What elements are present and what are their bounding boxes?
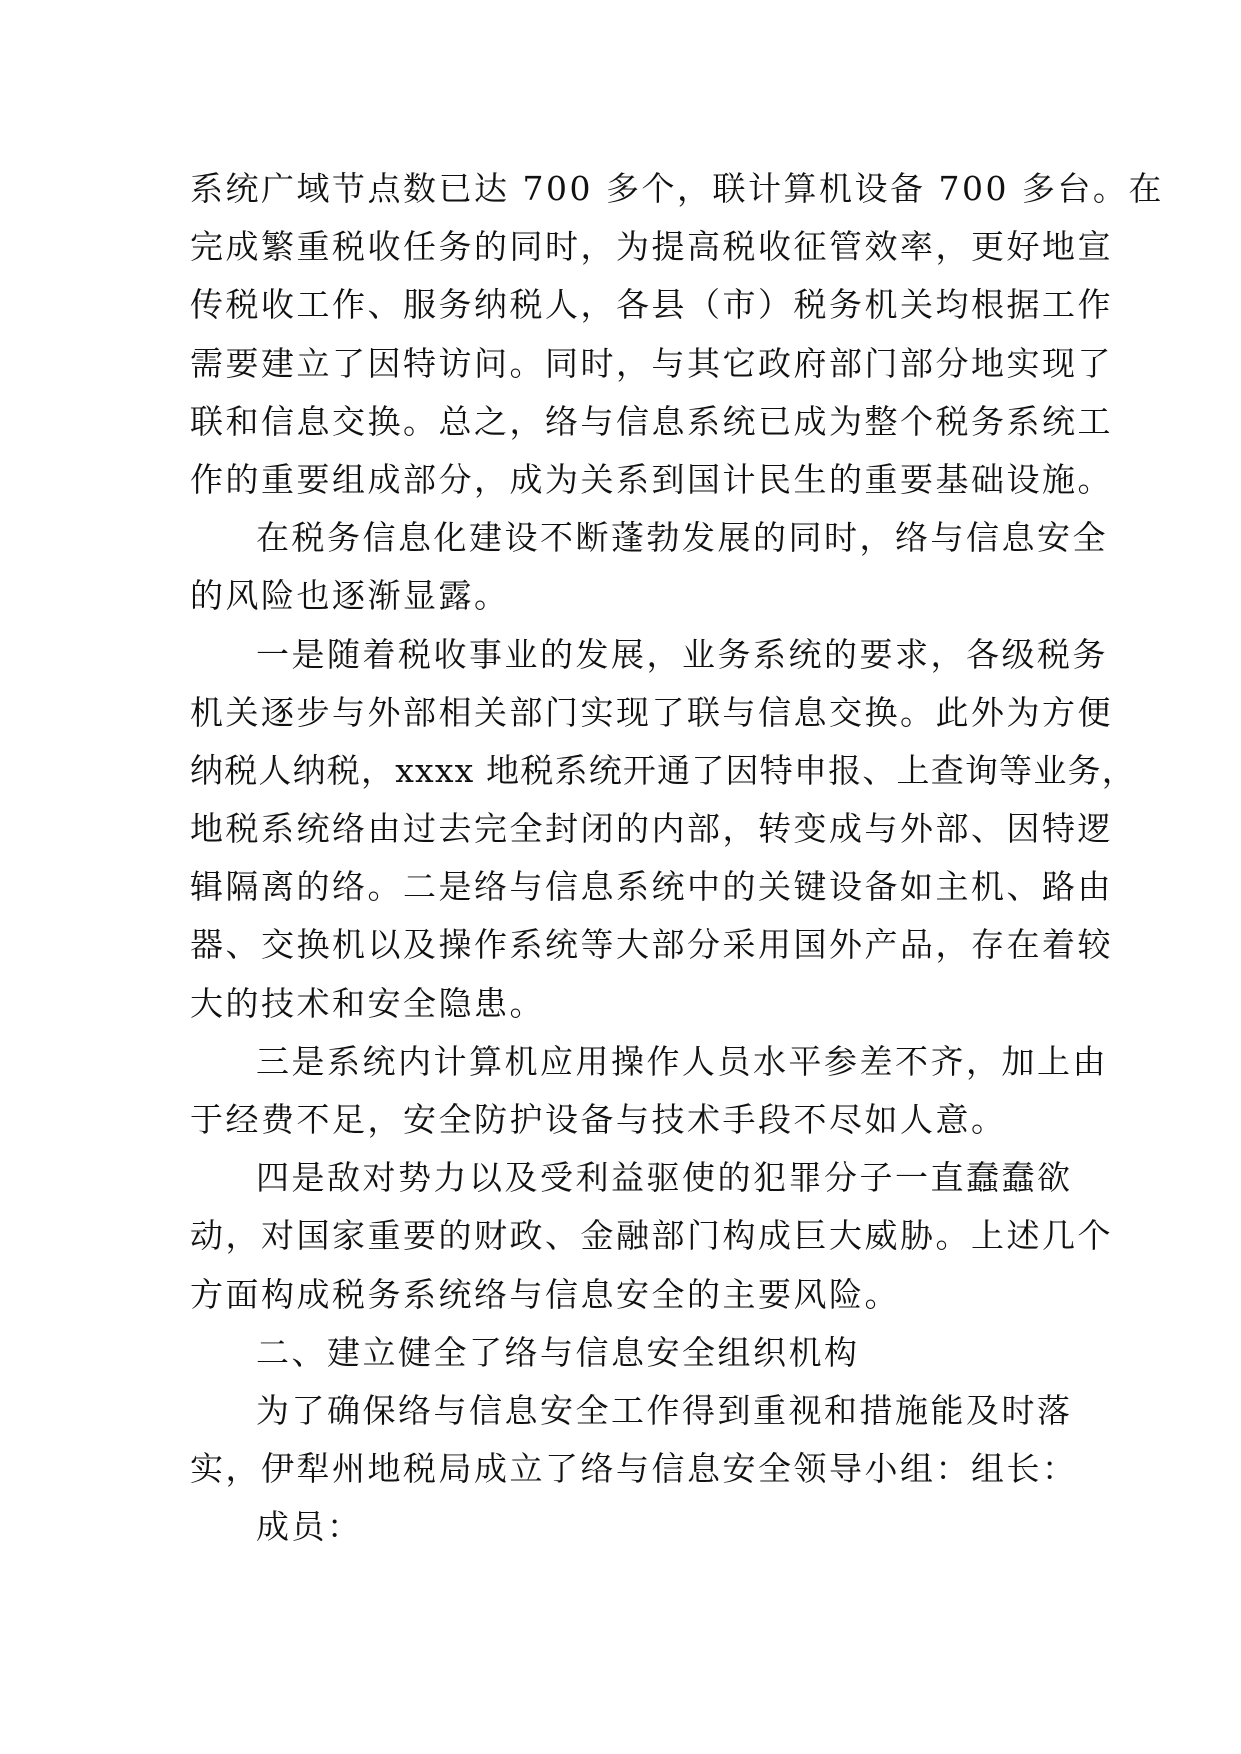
paragraph-first-line: 一是随着税收事业的发展，业务系统的要求，各级税务 <box>256 634 1108 674</box>
text-line: 实，伊犁州地税局成立了络与信息安全领导小组：组长： <box>190 1449 1078 1489</box>
text-line: 完成繁重税收任务的同时，为提高税收征管效率，更好地宣 <box>190 227 1113 267</box>
text-line: 联和信息交换。总之，络与信息系统已成为整个税务系统工 <box>190 401 1113 441</box>
paragraph-first-line: 三是系统内计算机应用操作人员水平参差不齐，加上由 <box>256 1041 1108 1081</box>
text-line: 机关逐步与外部相关部门实现了联与信息交换。此外为方便 <box>190 692 1113 732</box>
text-line: 需要建立了因特访问。同时，与其它政府部门部分地实现了 <box>190 343 1113 383</box>
text-line: 传税收工作、服务纳税人，各县（市）税务机关均根据工作 <box>190 285 1113 325</box>
text-line: 大的技术和安全隐患。 <box>190 983 545 1023</box>
text-line: 纳税人纳税，xxxx 地税系统开通了因特申报、上查询等业务， <box>190 750 1136 790</box>
section-heading: 二、建立健全了络与信息安全组织机构 <box>256 1332 860 1372</box>
paragraph-first-line: 四是敌对势力以及受利益驱使的犯罪分子一直蠢蠢欲 <box>256 1158 1073 1198</box>
document-body <box>190 160 1164 1557</box>
paragraph-first-line: 成员： <box>256 1507 363 1547</box>
paragraph-first-line: 为了确保络与信息安全工作得到重视和措施能及时落 <box>256 1390 1073 1430</box>
text-line: 方面构成税务系统络与信息安全的主要风险。 <box>190 1274 900 1314</box>
text-line: 器、交换机以及操作系统等大部分采用国外产品，存在着较 <box>190 925 1113 965</box>
text-line: 系统广域节点数已达 700 多个，联计算机设备 700 多台。在 <box>190 169 1164 208</box>
text-line: 动，对国家重要的财政、金融部门构成巨大威胁。上述几个 <box>190 1216 1113 1256</box>
text-line: 辑隔离的络。二是络与信息系统中的关键设备如主机、路由 <box>190 867 1113 907</box>
text-line: 于经费不足，安全防护设备与技术手段不尽如人意。 <box>190 1100 1007 1139</box>
paragraph-first-line: 在税务信息化建设不断蓬勃发展的同时，络与信息安全 <box>256 518 1108 558</box>
text-line: 地税系统络由过去完全封闭的内部，转变成与外部、因特逻 <box>190 809 1113 849</box>
text-line: 的风险也逐渐显露。 <box>190 576 510 616</box>
text-line: 作的重要组成部分，成为关系到国计民生的重要基础设施。 <box>190 459 1113 499</box>
